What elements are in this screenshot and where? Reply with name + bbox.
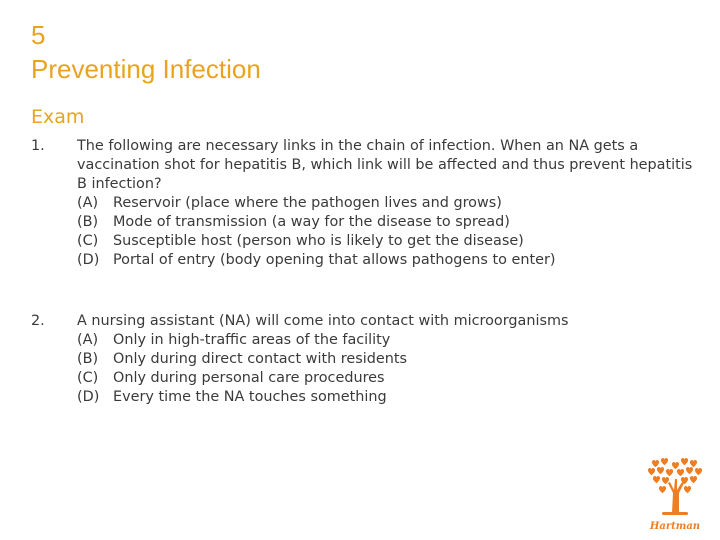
chapter-name: Preventing Infection: [31, 54, 261, 84]
heart-tree-icon: [648, 458, 702, 515]
answer-option-b: (B) Only during direct contact with residents: [77, 351, 407, 367]
answer-option-b: (B) Mode of transmission (a way for the disease to spread): [77, 214, 510, 230]
answer-option-c: (C) Susceptible host (person who is likely to get the disease): [77, 233, 524, 249]
question-text: The following are necessary links in the chain of infection. When an NA gets a vaccination shot for hepatitis B, which link will be affected and thus prevent hepatitis B infection?: [77, 138, 693, 192]
chapter-number: 5: [31, 20, 46, 50]
question-body: [77, 137, 701, 270]
answer-option-a: (A) Reservoir (place where the pathogen lives and grows): [77, 195, 502, 211]
answer-option-d: (D) Portal of entry (body opening that allows pathogens to enter): [77, 252, 556, 268]
question-2: [31, 312, 701, 407]
chapter-title: [31, 18, 261, 86]
answer-option-c: (C) Only during personal care procedures: [77, 370, 385, 386]
hartman-logo: [644, 455, 706, 535]
answer-option-a: (A) Only in high-traffic areas of the facility: [77, 332, 391, 348]
question-number: 2.: [31, 313, 45, 329]
answer-option-d: (D) Every time the NA touches something: [77, 389, 387, 405]
logo-wordmark: Hartman: [649, 521, 701, 532]
section-heading: Exam: [31, 106, 85, 128]
question-1: [31, 137, 701, 270]
question-number: 1.: [31, 138, 45, 154]
question-text: A nursing assistant (NA) will come into contact with microorganisms: [77, 313, 569, 329]
question-body: [77, 312, 701, 407]
